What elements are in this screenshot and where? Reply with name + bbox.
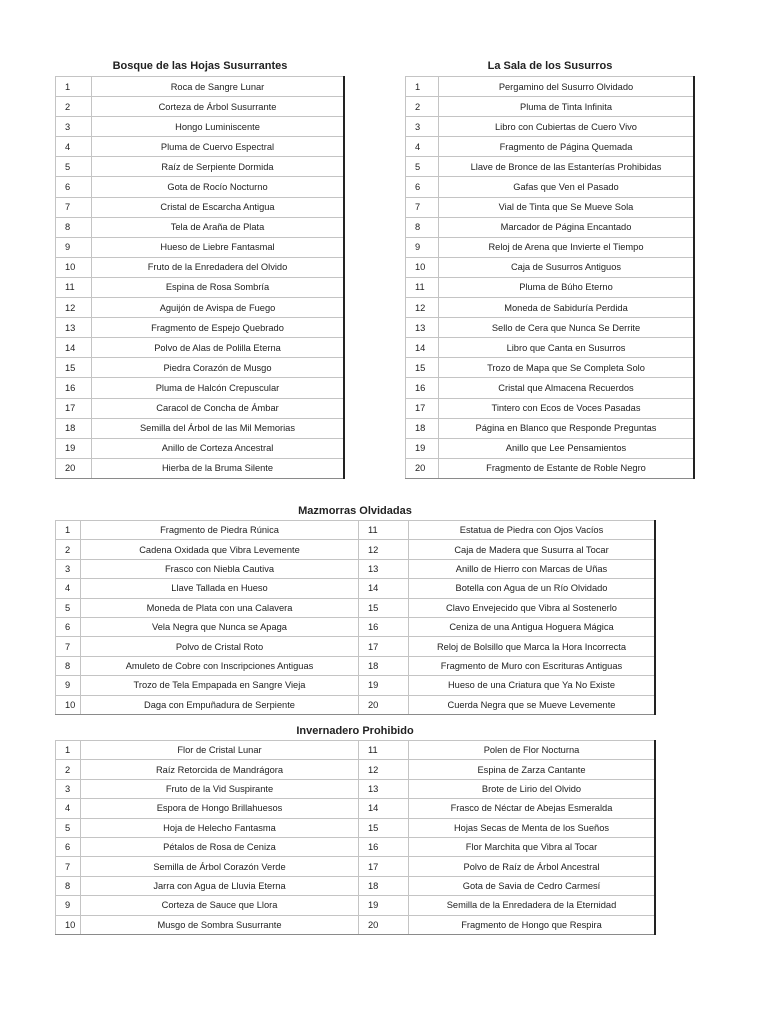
table-row (56, 257, 345, 277)
table-row (56, 799, 656, 818)
table-row (56, 378, 345, 398)
row-number: 7 (406, 197, 439, 217)
table-row (406, 177, 695, 197)
row-number: 20 (359, 695, 409, 714)
row-number: 2 (56, 760, 81, 779)
item-name: Brote de Lirio del Olvido (409, 779, 656, 798)
row-number: 9 (56, 896, 81, 915)
item-name: Pluma de Halcón Crepuscular (92, 378, 345, 398)
item-name: Espina de Zarza Cantante (409, 760, 656, 779)
item-name: Cristal de Escarcha Antigua (92, 197, 345, 217)
row-number: 20 (359, 915, 409, 934)
row-number: 17 (56, 398, 92, 418)
item-name: Roca de Sangre Lunar (92, 77, 345, 97)
table-title-mazmorras: Mazmorras Olvidadas (298, 505, 412, 517)
table-row (56, 277, 345, 297)
item-name: Marcador de Página Encantado (439, 217, 695, 237)
row-number: 10 (56, 695, 81, 714)
row-number: 12 (359, 760, 409, 779)
table-row (56, 915, 656, 934)
item-name: Libro que Canta en Susurros (439, 338, 695, 358)
item-name: Corteza de Árbol Susurrante (92, 97, 345, 117)
table-row (406, 378, 695, 398)
row-number: 1 (406, 77, 439, 97)
row-number: 6 (56, 177, 92, 197)
table-row (56, 237, 345, 257)
table-row (406, 338, 695, 358)
row-number: 14 (406, 338, 439, 358)
item-name: Hierba de la Bruma Silente (92, 458, 345, 478)
table-row (406, 398, 695, 418)
row-number: 11 (406, 277, 439, 297)
table-row (406, 418, 695, 438)
row-number: 2 (56, 97, 92, 117)
table-row (56, 598, 656, 617)
table-row (56, 741, 656, 760)
table-invernadero (55, 740, 656, 935)
item-name: Anillo que Lee Pensamientos (439, 438, 695, 458)
row-number: 11 (56, 277, 92, 297)
row-number: 19 (56, 438, 92, 458)
table-row (406, 117, 695, 137)
row-number: 6 (406, 177, 439, 197)
item-name: Gota de Rocío Nocturno (92, 177, 345, 197)
table-row (56, 117, 345, 137)
table-row (56, 876, 656, 895)
row-number: 4 (56, 799, 81, 818)
table-row (56, 559, 656, 578)
item-name: Tintero con Ecos de Voces Pasadas (439, 398, 695, 418)
row-number: 9 (406, 237, 439, 257)
row-number: 6 (56, 837, 81, 856)
row-number: 16 (406, 378, 439, 398)
item-name: Pétalos de Rosa de Ceniza (81, 837, 359, 856)
row-number: 19 (406, 438, 439, 458)
table-row (406, 217, 695, 237)
row-number: 7 (56, 197, 92, 217)
table-row (406, 197, 695, 217)
table-row (56, 837, 656, 856)
item-name: Ceniza de una Antigua Hoguera Mágica (409, 617, 656, 636)
table-row (56, 298, 345, 318)
row-number: 17 (406, 398, 439, 418)
item-name: Polvo de Alas de Polilla Eterna (92, 338, 345, 358)
item-name: Botella con Agua de un Río Olvidado (409, 579, 656, 598)
item-name: Vial de Tinta que Se Mueve Sola (439, 197, 695, 217)
item-name: Frasco de Néctar de Abejas Esmeralda (409, 799, 656, 818)
table-row (406, 458, 695, 478)
row-number: 18 (56, 418, 92, 438)
row-number: 9 (56, 676, 81, 695)
row-number: 15 (359, 598, 409, 617)
table-row (56, 318, 345, 338)
table-row (406, 97, 695, 117)
item-name: Moneda de Sabiduría Perdida (439, 298, 695, 318)
table-row (56, 157, 345, 177)
item-name: Fragmento de Hongo que Respira (409, 915, 656, 934)
item-name: Gafas que Ven el Pasado (439, 177, 695, 197)
row-number: 13 (56, 318, 92, 338)
table-row (56, 676, 656, 695)
row-number: 8 (56, 656, 81, 675)
item-name: Caja de Madera que Susurra al Tocar (409, 540, 656, 559)
row-number: 12 (359, 540, 409, 559)
item-name: Aguijón de Avispa de Fuego (92, 298, 345, 318)
table-row (406, 137, 695, 157)
item-name: Cristal que Almacena Recuerdos (439, 378, 695, 398)
table-row (56, 521, 656, 540)
row-number: 10 (56, 257, 92, 277)
item-name: Fragmento de Página Quemada (439, 137, 695, 157)
item-name: Caracol de Concha de Ámbar (92, 398, 345, 418)
table-row (56, 197, 345, 217)
table-row (406, 318, 695, 338)
table-mazmorras (55, 520, 656, 715)
table-row (56, 579, 656, 598)
table-row (56, 695, 656, 714)
item-name: Trozo de Tela Empapada en Sangre Vieja (81, 676, 359, 695)
table-title-sala: La Sala de los Susurros (487, 60, 613, 72)
item-name: Piedra Corazón de Musgo (92, 358, 345, 378)
item-name: Sello de Cera que Nunca Se Derrite (439, 318, 695, 338)
table-row (56, 540, 656, 559)
table-row (56, 77, 345, 97)
row-number: 7 (56, 637, 81, 656)
row-number: 17 (359, 637, 409, 656)
item-name: Libro con Cubiertas de Cuero Vivo (439, 117, 695, 137)
row-number: 15 (406, 358, 439, 378)
row-number: 5 (56, 598, 81, 617)
item-name: Fragmento de Piedra Rúnica (81, 521, 359, 540)
row-number: 14 (359, 579, 409, 598)
item-name: Semilla de Árbol Corazón Verde (81, 857, 359, 876)
table-row (56, 779, 656, 798)
row-number: 4 (56, 579, 81, 598)
table-row (406, 358, 695, 378)
item-name: Fragmento de Muro con Escrituras Antiguas (409, 656, 656, 675)
row-number: 11 (359, 521, 409, 540)
item-name: Polvo de Raíz de Árbol Ancestral (409, 857, 656, 876)
table-row (56, 637, 656, 656)
item-name: Fragmento de Estante de Roble Negro (439, 458, 695, 478)
item-name: Pluma de Tinta Infinita (439, 97, 695, 117)
table-row (406, 438, 695, 458)
item-name: Cuerda Negra que se Mueve Levemente (409, 695, 656, 714)
item-name: Raíz de Serpiente Dormida (92, 157, 345, 177)
row-number: 8 (406, 217, 439, 237)
table-sala (405, 76, 695, 479)
row-number: 5 (406, 157, 439, 177)
row-number: 6 (56, 617, 81, 636)
item-name: Vela Negra que Nunca se Apaga (81, 617, 359, 636)
item-name: Hueso de una Criatura que Ya No Existe (409, 676, 656, 695)
row-number: 12 (56, 298, 92, 318)
row-number: 18 (359, 876, 409, 895)
table-row (56, 97, 345, 117)
row-number: 1 (56, 741, 81, 760)
table-row (56, 137, 345, 157)
item-name: Llave de Bronce de las Estanterías Prohibidas (439, 157, 695, 177)
item-name: Semilla de la Enredadera de la Eternidad (409, 896, 656, 915)
row-number: 5 (56, 818, 81, 837)
item-name: Pluma de Búho Eterno (439, 277, 695, 297)
item-name: Daga con Empuñadura de Serpiente (81, 695, 359, 714)
item-name: Página en Blanco que Responde Preguntas (439, 418, 695, 438)
item-name: Flor Marchita que Vibra al Tocar (409, 837, 656, 856)
item-name: Caja de Susurros Antiguos (439, 257, 695, 277)
table-row (406, 257, 695, 277)
item-name: Clavo Envejecido que Vibra al Sostenerlo (409, 598, 656, 617)
row-number: 3 (406, 117, 439, 137)
item-name: Hongo Luminiscente (92, 117, 345, 137)
item-name: Jarra con Agua de Lluvia Eterna (81, 876, 359, 895)
item-name: Cadena Oxidada que Vibra Levemente (81, 540, 359, 559)
table-row (406, 157, 695, 177)
row-number: 7 (56, 857, 81, 876)
row-number: 4 (406, 137, 439, 157)
item-name: Musgo de Sombra Susurrante (81, 915, 359, 934)
row-number: 3 (56, 117, 92, 137)
item-name: Flor de Cristal Lunar (81, 741, 359, 760)
row-number: 16 (56, 378, 92, 398)
table-row (56, 760, 656, 779)
row-number: 3 (56, 559, 81, 578)
row-number: 1 (56, 77, 92, 97)
row-number: 9 (56, 237, 92, 257)
item-name: Hueso de Liebre Fantasmal (92, 237, 345, 257)
item-name: Polvo de Cristal Roto (81, 637, 359, 656)
item-name: Pergamino del Susurro Olvidado (439, 77, 695, 97)
row-number: 15 (56, 358, 92, 378)
table-row (56, 438, 345, 458)
row-number: 5 (56, 157, 92, 177)
table-row (406, 277, 695, 297)
item-name: Fragmento de Espejo Quebrado (92, 318, 345, 338)
row-number: 14 (359, 799, 409, 818)
row-number: 16 (359, 617, 409, 636)
item-name: Frasco con Niebla Cautiva (81, 559, 359, 578)
table-title-invernadero: Invernadero Prohibido (296, 725, 414, 737)
item-name: Anillo de Hierro con Marcas de Uñas (409, 559, 656, 578)
row-number: 8 (56, 876, 81, 895)
row-number: 4 (56, 137, 92, 157)
item-name: Amuleto de Cobre con Inscripciones Antiguas (81, 656, 359, 675)
table-row (56, 418, 345, 438)
item-name: Espina de Rosa Sombría (92, 277, 345, 297)
item-name: Hoja de Helecho Fantasma (81, 818, 359, 837)
row-number: 19 (359, 896, 409, 915)
table-row (56, 177, 345, 197)
row-number: 11 (359, 741, 409, 760)
table-title-bosque: Bosque de las Hojas Susurrantes (112, 60, 288, 72)
item-name: Hojas Secas de Menta de los Sueños (409, 818, 656, 837)
item-name: Gota de Savia de Cedro Carmesí (409, 876, 656, 895)
item-name: Semilla del Árbol de las Mil Memorias (92, 418, 345, 438)
row-number: 3 (56, 779, 81, 798)
item-name: Pluma de Cuervo Espectral (92, 137, 345, 157)
row-number: 1 (56, 521, 81, 540)
row-number: 13 (359, 779, 409, 798)
row-number: 18 (359, 656, 409, 675)
item-name: Reloj de Arena que Invierte el Tiempo (439, 237, 695, 257)
item-name: Moneda de Plata con una Calavera (81, 598, 359, 617)
row-number: 10 (56, 915, 81, 934)
table-row (56, 358, 345, 378)
row-number: 20 (56, 458, 92, 478)
table-row (56, 458, 345, 478)
row-number: 20 (406, 458, 439, 478)
table-row (56, 398, 345, 418)
table-row (56, 896, 656, 915)
item-name: Fruto de la Vid Suspirante (81, 779, 359, 798)
table-row (56, 217, 345, 237)
row-number: 8 (56, 217, 92, 237)
table-row (56, 818, 656, 837)
item-name: Llave Tallada en Hueso (81, 579, 359, 598)
row-number: 2 (56, 540, 81, 559)
row-number: 16 (359, 837, 409, 856)
table-row (56, 617, 656, 636)
row-number: 17 (359, 857, 409, 876)
item-name: Corteza de Sauce que Llora (81, 896, 359, 915)
item-name: Trozo de Mapa que Se Completa Solo (439, 358, 695, 378)
row-number: 12 (406, 298, 439, 318)
row-number: 19 (359, 676, 409, 695)
row-number: 10 (406, 257, 439, 277)
row-number: 14 (56, 338, 92, 358)
row-number: 13 (359, 559, 409, 578)
row-number: 15 (359, 818, 409, 837)
item-name: Polen de Flor Nocturna (409, 741, 656, 760)
row-number: 13 (406, 318, 439, 338)
table-bosque (55, 76, 345, 479)
table-row (406, 298, 695, 318)
item-name: Estatua de Piedra con Ojos Vacíos (409, 521, 656, 540)
table-row (406, 237, 695, 257)
table-row (406, 77, 695, 97)
table-row (56, 656, 656, 675)
item-name: Raíz Retorcida de Mandrágora (81, 760, 359, 779)
table-row (56, 338, 345, 358)
table-row (56, 857, 656, 876)
row-number: 2 (406, 97, 439, 117)
item-name: Reloj de Bolsillo que Marca la Hora Incorrecta (409, 637, 656, 656)
item-name: Espora de Hongo Brillahuesos (81, 799, 359, 818)
item-name: Fruto de la Enredadera del Olvido (92, 257, 345, 277)
item-name: Anillo de Corteza Ancestral (92, 438, 345, 458)
item-name: Tela de Araña de Plata (92, 217, 345, 237)
row-number: 18 (406, 418, 439, 438)
